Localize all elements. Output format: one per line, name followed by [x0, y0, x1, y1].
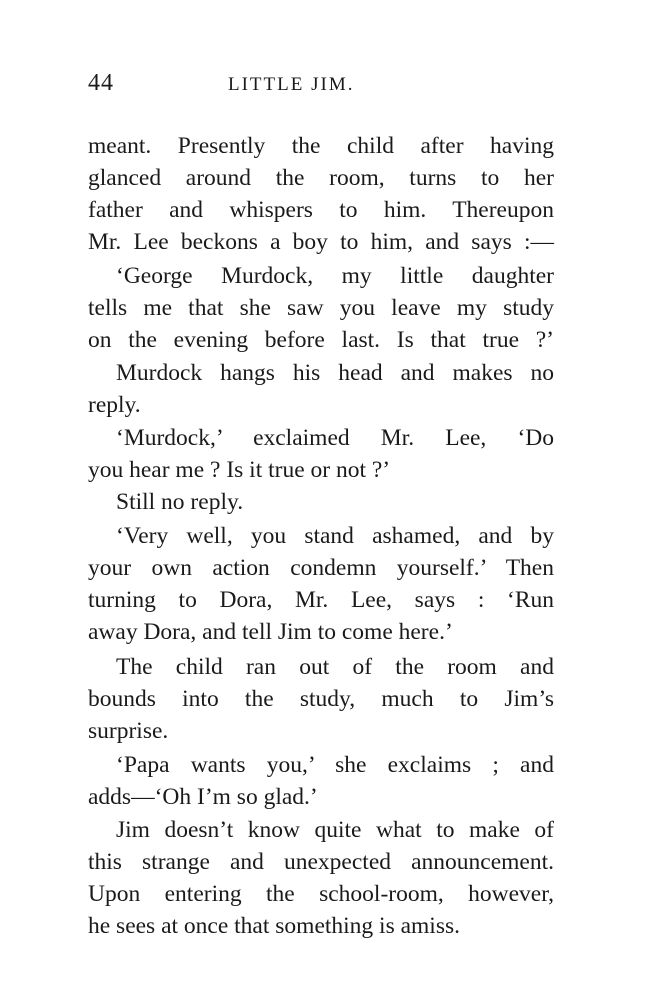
text-line: on the evening before last. Is that true ?’	[88, 327, 554, 353]
text-line: this strange and unexpected announcement.	[88, 849, 554, 875]
text-line: The child ran out of the room and	[116, 654, 554, 680]
text-line: turning to Dora, Mr. Lee, says : ‘Run	[88, 587, 554, 613]
page-number: 44	[88, 70, 114, 96]
text-line: adds—‘Oh I’m so glad.’	[88, 784, 318, 810]
text-line: father and whispers to him. Thereupon	[88, 197, 554, 223]
text-line: he sees at once that something is amiss.	[88, 913, 461, 939]
text-line: ‘George Murdock, my little daughter	[116, 263, 554, 289]
running-title: LITTLE JIM.	[228, 74, 355, 95]
text-line: meant. Presently the child after having	[88, 133, 554, 159]
text-line: Jim doesn’t know quite what to make of	[116, 817, 554, 843]
text-line: Upon entering the school-room, however,	[88, 881, 554, 907]
text-line: ‘Murdock,’ exclaimed Mr. Lee, ‘Do	[116, 425, 554, 451]
text-line: surprise.	[88, 718, 169, 744]
text-line: glanced around the room, turns to her	[88, 165, 554, 191]
page-header	[88, 70, 558, 104]
text-line: tells me that she saw you leave my study	[88, 295, 554, 321]
text-line: you hear me ? Is it true or not ?’	[88, 457, 391, 483]
text-line: Mr. Lee beckons a boy to him, and says :—	[88, 229, 554, 255]
text-line: reply.	[88, 392, 141, 418]
text-line: ‘Papa wants you,’ she exclaims ; and	[116, 752, 554, 778]
text-line: away Dora, and tell Jim to come here.’	[88, 619, 453, 645]
text-line: your own action condemn yourself.’ Then	[88, 555, 554, 581]
text-line: Still no reply.	[116, 489, 244, 515]
text-line: ‘Very well, you stand ashamed, and by	[116, 523, 554, 549]
text-line: Murdock hangs his head and makes no	[116, 360, 554, 386]
text-line: bounds into the study, much to Jim’s	[88, 686, 554, 712]
